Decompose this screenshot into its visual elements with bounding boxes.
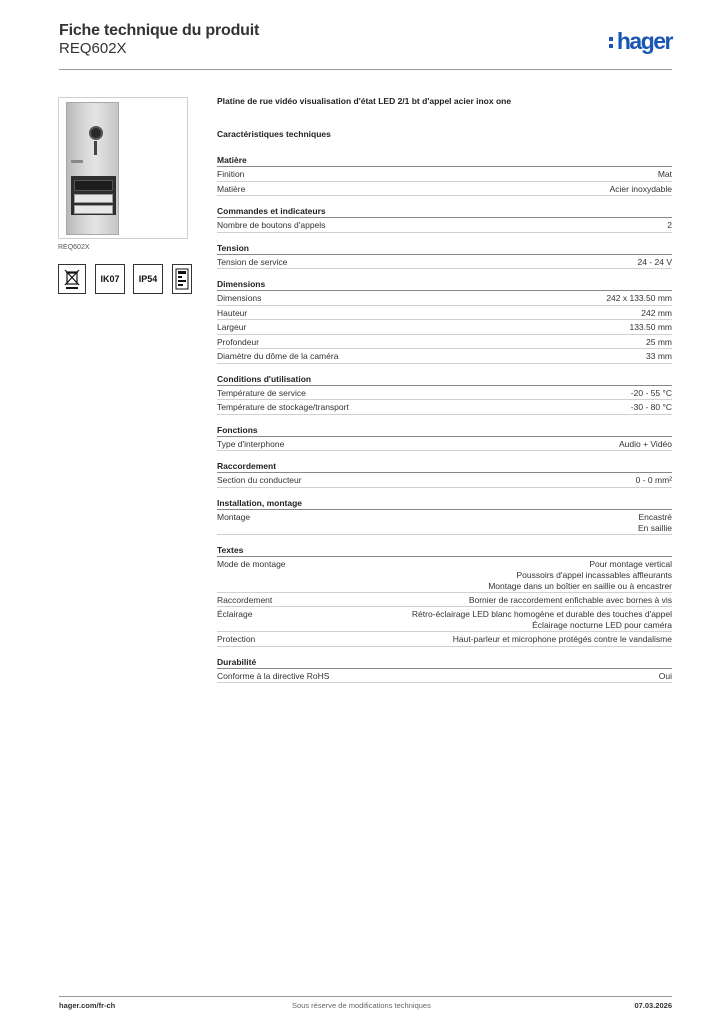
spec-value-line: Encastré <box>638 511 672 522</box>
spec-label: Raccordement <box>217 594 273 605</box>
spec-label: Température de service <box>217 387 306 398</box>
spec-value-line: 25 mm <box>646 336 672 347</box>
spec-row <box>217 593 672 608</box>
spec-value-line: -30 - 80 °C <box>630 402 672 412</box>
door-station-plate <box>66 102 119 235</box>
ip-rating-badge: IP54 <box>133 264 163 294</box>
spec-label: Température de stockage/transport <box>217 402 349 412</box>
spec-value-line: 242 x 133.50 mm <box>606 293 672 303</box>
spec-row <box>217 437 672 452</box>
spec-value <box>610 184 672 196</box>
spec-row <box>217 632 672 647</box>
spec-group <box>217 243 672 270</box>
spec-label: Matière <box>217 183 246 194</box>
camera-icon <box>89 126 103 140</box>
hager-logo <box>609 30 672 53</box>
spec-value <box>606 293 672 305</box>
spec-label: Largeur <box>217 322 247 332</box>
spec-group <box>217 155 672 196</box>
spec-value-line: Mat <box>657 169 672 179</box>
spec-value-line: En saillie <box>637 522 672 533</box>
spec-label: Type d'interphone <box>217 438 285 449</box>
spec-label: Conforme à la directive RoHS <box>217 670 330 681</box>
spec-value-line: Bornier de raccordement enfichable avec bornes à vis <box>468 594 672 605</box>
spec-value <box>646 351 672 363</box>
call-button-2 <box>74 205 113 214</box>
spec-group-title: Tension <box>217 243 672 255</box>
spec-value-line: 0 - 0 mm² <box>635 475 672 485</box>
spec-value-line: 133.50 mm <box>629 322 672 332</box>
spec-group-title: Textes <box>217 545 672 557</box>
spec-value-line: 24 - 24 V <box>637 256 672 267</box>
spec-value-line: Éclairage nocturne LED pour caméra <box>532 620 672 630</box>
spec-value <box>453 634 672 646</box>
spec-group-title: Installation, montage <box>217 498 672 510</box>
spec-value <box>646 337 672 349</box>
spec-group-title: Durabilité <box>217 657 672 669</box>
spec-value <box>659 671 672 683</box>
spec-label: Diamètre du dôme de la caméra <box>217 351 339 361</box>
spec-value-line: Haut-parleur et microphone protégés contre le vandalisme <box>452 634 672 644</box>
product-image <box>58 97 188 239</box>
spec-value-line: Pour montage vertical <box>589 558 672 569</box>
image-caption: REQ602X <box>58 244 90 251</box>
spec-group <box>217 374 672 415</box>
spec-content <box>217 96 672 693</box>
spec-value-line: 242 mm <box>641 307 672 318</box>
spec-row <box>217 669 672 684</box>
spec-row <box>217 335 672 350</box>
spec-value <box>631 388 672 400</box>
spec-group <box>217 657 672 684</box>
section-title: Caractéristiques techniques <box>217 129 331 139</box>
spec-group-title: Commandes et indicateurs <box>217 206 672 218</box>
spec-value <box>638 512 672 534</box>
spec-value <box>667 220 672 232</box>
spec-label: Dimensions <box>217 293 262 303</box>
spec-group-title: Raccordement <box>217 461 672 473</box>
spec-label: Nombre de boutons d'appels <box>217 220 326 230</box>
spec-value <box>412 609 672 631</box>
call-button-1 <box>74 194 113 203</box>
spec-value <box>619 439 672 451</box>
status-display <box>74 180 113 191</box>
spec-group-title: Conditions d'utilisation <box>217 374 672 386</box>
spec-row <box>217 510 672 535</box>
spec-value-line: Poussoirs d'appel incassables affleurants <box>516 569 672 580</box>
spec-value <box>658 169 672 181</box>
spec-value-line: Montage dans un boîtier en saillie ou à encastrer <box>488 580 672 591</box>
spec-value-line: Audio + Vidéo <box>618 438 672 449</box>
spec-row <box>217 291 672 306</box>
spec-group <box>217 461 672 488</box>
spec-value <box>638 257 673 269</box>
spec-value <box>488 559 672 592</box>
spec-value-line: 33 mm <box>646 351 672 361</box>
spec-value-line: Oui <box>658 670 672 681</box>
ik-rating-badge: IK07 <box>95 264 125 294</box>
document-title: Fiche technique du produit <box>59 22 260 39</box>
spec-label: Montage <box>217 511 251 522</box>
spec-label: Finition <box>217 169 245 179</box>
spec-label: Protection <box>217 634 256 644</box>
spec-value <box>631 402 672 414</box>
product-reference: REQ602X <box>59 40 127 57</box>
spec-row <box>217 218 672 233</box>
spec-value <box>641 308 672 320</box>
spec-value <box>636 475 672 487</box>
footer-date: 07.03.2026 <box>634 1001 672 1010</box>
spec-label: Tension de service <box>217 256 288 267</box>
spec-value-line: Rétro-éclairage LED blanc homogène et durable des touches d'appel <box>411 609 672 619</box>
spec-row <box>217 386 672 401</box>
spec-value-line: 2 <box>667 220 672 230</box>
spec-value-line: -20 - 55 °C <box>630 387 672 398</box>
camera-led-bar <box>94 141 97 155</box>
spec-group <box>217 206 672 233</box>
spec-label: Hauteur <box>217 307 248 318</box>
spec-value <box>469 595 672 607</box>
spec-group <box>217 545 672 647</box>
spec-row <box>217 320 672 335</box>
spec-label: Section du conducteur <box>217 475 302 485</box>
spec-group <box>217 498 672 535</box>
footer-website: hager.com/fr-ch <box>59 1001 116 1010</box>
product-title: Platine de rue vidéo visualisation d'état LED 2/1 bt d'appel acier inox one <box>217 96 512 106</box>
spec-row <box>217 557 672 593</box>
spec-row <box>217 349 672 364</box>
call-button-panel <box>71 176 116 215</box>
weee-bin-icon <box>58 264 86 294</box>
logo-dots-icon <box>609 34 615 50</box>
spec-row <box>217 607 672 632</box>
page-footer <box>59 996 672 1010</box>
spec-row <box>217 306 672 321</box>
spec-group-title: Fonctions <box>217 425 672 437</box>
spec-row <box>217 167 672 182</box>
spec-row <box>217 255 672 270</box>
spec-label: Mode de montage <box>217 558 286 569</box>
spec-row <box>217 400 672 415</box>
spec-group-title: Dimensions <box>217 279 672 291</box>
footer-disclaimer: Sous réserve de modifications techniques <box>292 1001 431 1010</box>
logo-text: hager <box>616 28 672 54</box>
spec-row <box>217 473 672 488</box>
spec-group <box>217 279 672 364</box>
spec-value <box>629 322 672 334</box>
document-icon <box>172 264 192 294</box>
spec-label: Profondeur <box>217 336 260 347</box>
spec-row <box>217 182 672 197</box>
spec-group <box>217 425 672 452</box>
spec-groups <box>217 155 672 683</box>
spec-value-line: Acier inoxydable <box>609 183 672 194</box>
page-header <box>59 20 672 70</box>
plate-brand-mark <box>71 160 83 163</box>
spec-group-title: Matière <box>217 155 672 167</box>
spec-label: Éclairage <box>217 609 253 619</box>
